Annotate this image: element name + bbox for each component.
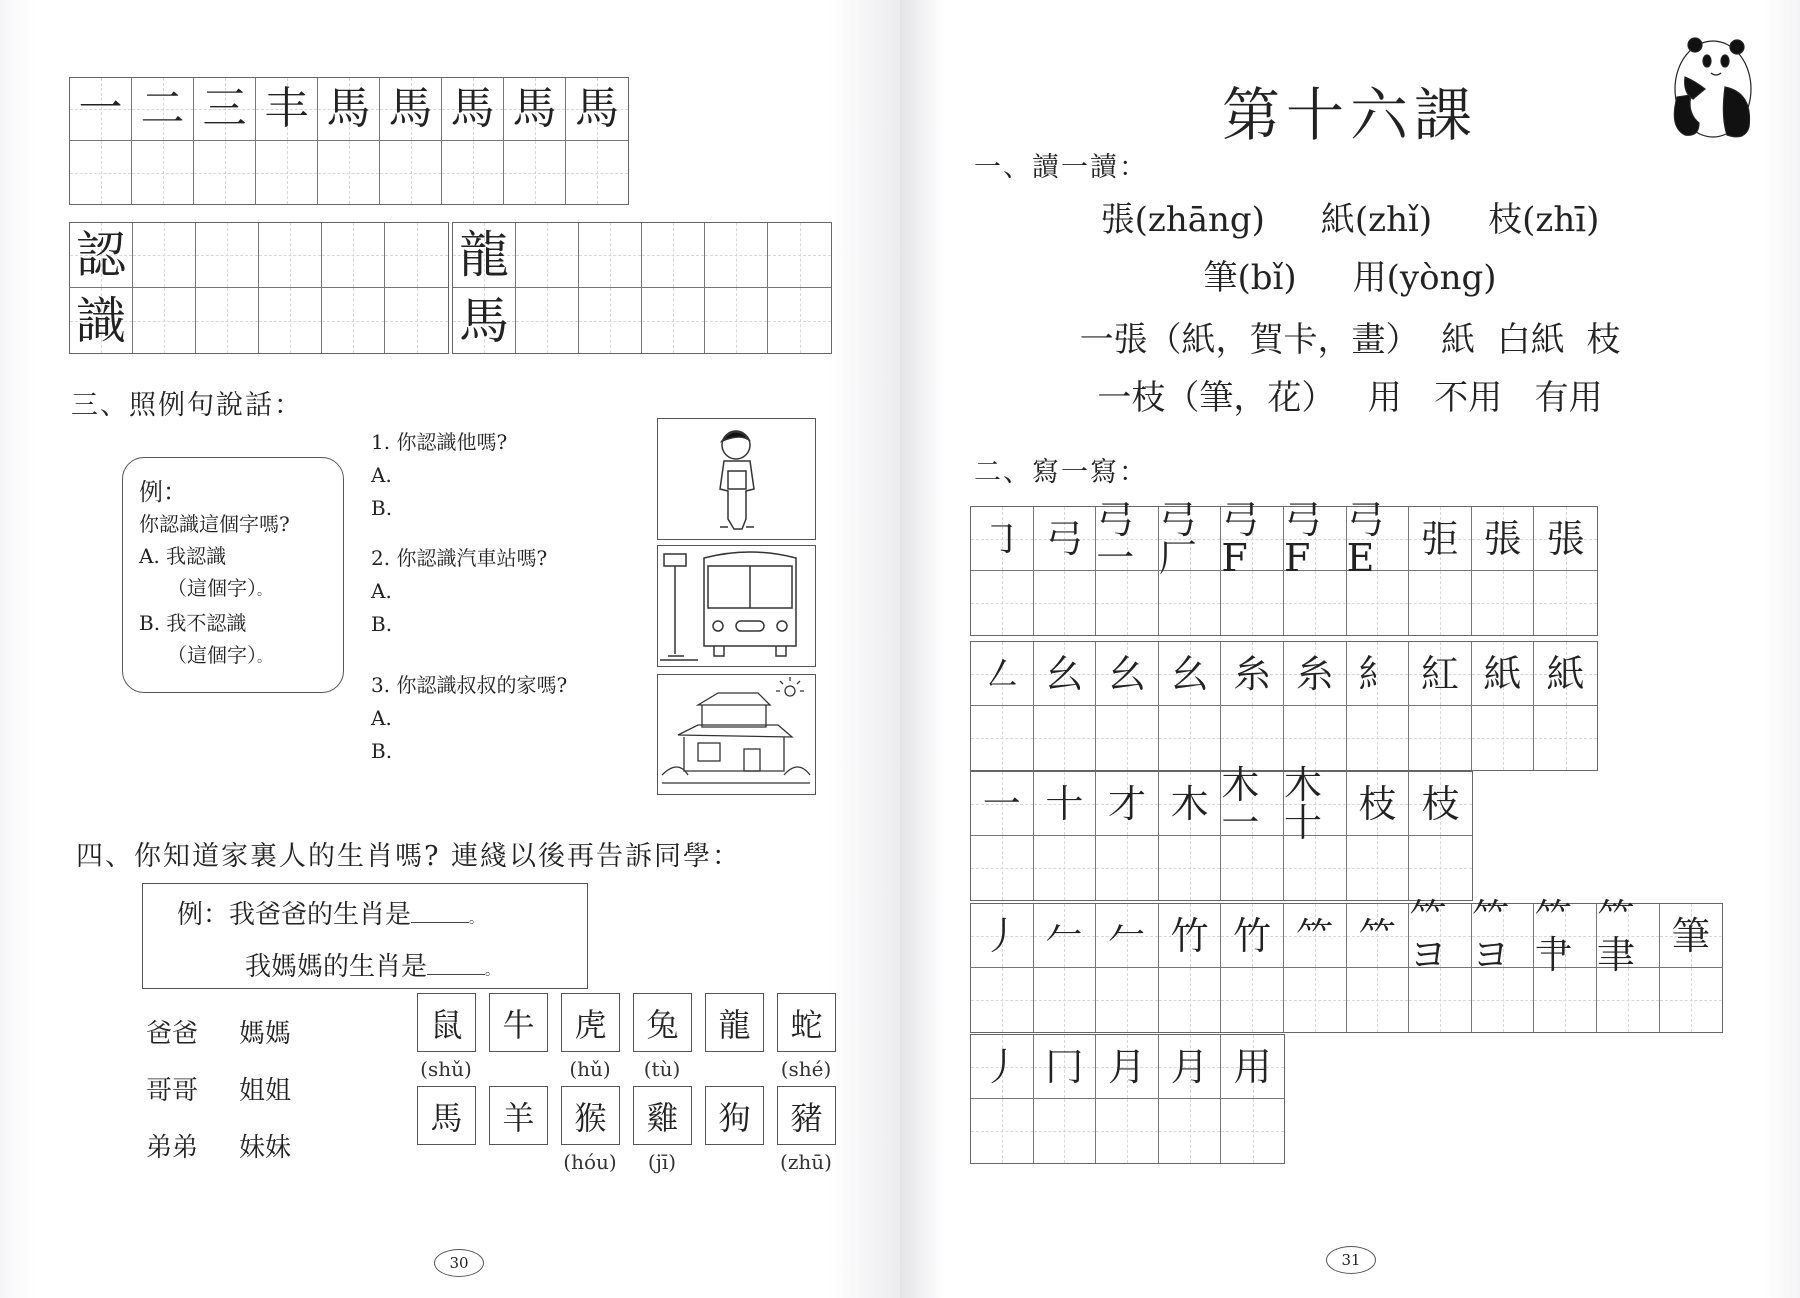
zodiac-animal-box[interactable]: 羊 — [489, 1086, 548, 1145]
answer-a-line: A. — [371, 579, 392, 603]
stroke-order-grid-row — [970, 497, 1598, 636]
boy-illustration — [657, 418, 816, 540]
practice-cell[interactable] — [256, 141, 318, 204]
stroke-character: 幺 — [1107, 651, 1146, 696]
model-character-cell[interactable] — [1034, 1035, 1097, 1099]
stroke-character: 馬 — [512, 83, 557, 134]
model-character-cell[interactable] — [132, 78, 194, 141]
practice-cell[interactable] — [504, 141, 566, 204]
zodiac-animal-box[interactable]: 豬 — [777, 1086, 836, 1145]
stroke-character: 幺 — [1045, 651, 1084, 696]
practice-cell[interactable] — [1284, 836, 1347, 900]
practice-cell[interactable] — [1472, 706, 1535, 770]
practice-cell[interactable] — [971, 968, 1034, 1032]
model-character-cell[interactable] — [1221, 904, 1284, 968]
zodiac-animal-box[interactable]: 馬 — [417, 1086, 476, 1145]
stroke-character: 馬 — [459, 291, 509, 350]
practice-cell[interactable] — [642, 288, 705, 353]
practice-cell[interactable] — [642, 223, 705, 288]
practice-cell[interactable] — [1096, 706, 1159, 770]
model-character-cell[interactable] — [1221, 642, 1284, 706]
stroke-character: 幺 — [1170, 651, 1209, 696]
model-character-cell[interactable] — [1472, 642, 1535, 706]
practice-cell[interactable] — [1660, 968, 1723, 1032]
practice-cell[interactable] — [1347, 706, 1410, 770]
stroke-character: 月 — [1170, 1044, 1209, 1089]
practice-cell[interactable] — [1534, 968, 1597, 1032]
section-3-heading: 三、照例句說話： — [71, 390, 303, 421]
example-question: 你認識這個字嗎? — [139, 512, 290, 536]
stroke-character: 枝 — [1358, 781, 1397, 826]
model-character-cell[interactable] — [1034, 507, 1097, 571]
fill-blank — [427, 950, 485, 975]
character-with-pinyin — [1353, 258, 1497, 298]
question-text: 1. 你認識他嗎? — [371, 430, 508, 454]
model-character-cell[interactable] — [971, 772, 1034, 836]
practice-cell[interactable] — [1409, 706, 1472, 770]
example-label: 例： — [139, 478, 187, 506]
practice-cell[interactable] — [1034, 706, 1097, 770]
stroke-character: ⺮肀 — [1534, 894, 1573, 977]
zodiac-pinyin: (hóu) — [563, 1150, 617, 1174]
practice-cell[interactable] — [1221, 571, 1284, 635]
fill-blank — [411, 898, 469, 923]
stroke-character: 才 — [1107, 781, 1146, 826]
model-character-cell[interactable] — [1472, 507, 1535, 571]
family-member-label[interactable]: 爸爸 — [146, 1019, 199, 1049]
question-3 — [371, 669, 567, 768]
zodiac-animal-box[interactable]: 狗 — [705, 1086, 764, 1145]
question-2 — [371, 542, 547, 641]
stroke-character: 弓F — [1283, 497, 1322, 580]
answer-a-line: A. — [371, 463, 392, 487]
character-with-pinyin — [1203, 258, 1296, 298]
model-character-cell[interactable] — [1347, 642, 1410, 706]
model-character-cell[interactable] — [1284, 904, 1347, 968]
practice-cell[interactable] — [1034, 1099, 1097, 1163]
model-character-cell[interactable] — [1159, 904, 1222, 968]
zodiac-animal-box[interactable]: 虎 — [561, 993, 620, 1052]
stroke-character: 竹 — [1233, 913, 1272, 958]
example-label: 例： — [177, 900, 230, 930]
model-character-cell[interactable] — [1534, 507, 1597, 571]
model-character-cell[interactable] — [971, 904, 1034, 968]
practice-cell[interactable] — [1034, 968, 1097, 1032]
stroke-character: 木 — [1170, 781, 1209, 826]
practice-cell[interactable] — [516, 288, 579, 353]
stroke-character: 弓一 — [1096, 497, 1135, 580]
model-character-cell[interactable] — [1096, 642, 1159, 706]
stroke-character: 馬 — [450, 83, 495, 134]
model-character-cell[interactable] — [1159, 642, 1222, 706]
family-member-label[interactable]: 姐姐 — [239, 1076, 292, 1106]
model-character-cell[interactable] — [1159, 1035, 1222, 1099]
house-illustration — [657, 674, 816, 795]
model-character-cell[interactable] — [318, 78, 380, 141]
answer-a-line: A. — [371, 706, 392, 730]
practice-cell[interactable] — [1221, 836, 1284, 900]
practice-cell[interactable] — [1347, 571, 1410, 635]
practice-cell[interactable] — [768, 288, 831, 353]
question-text: 2. 你認識汽車站嗎? — [371, 546, 548, 570]
practice-cell[interactable] — [971, 836, 1034, 900]
model-character-cell[interactable] — [1158, 497, 1222, 580]
model-character-cell[interactable] — [70, 288, 133, 353]
model-character-cell[interactable] — [1283, 497, 1347, 580]
stroke-character: 糸 — [1233, 651, 1272, 696]
stroke-character: 馬 — [326, 83, 371, 134]
model-character-cell[interactable] — [566, 78, 628, 141]
section-2-heading: 二、寫一寫： — [974, 457, 1148, 488]
practice-cell[interactable] — [768, 223, 831, 288]
practice-cell[interactable] — [1221, 968, 1284, 1032]
practice-cell[interactable] — [1472, 571, 1535, 635]
stroke-order-grid-row — [970, 1034, 1285, 1164]
period: 。 — [469, 911, 484, 927]
model-character-cell[interactable] — [453, 223, 516, 288]
stroke-order-grid-ma — [69, 77, 629, 205]
practice-cell[interactable] — [132, 141, 194, 204]
model-character-cell[interactable] — [453, 288, 516, 353]
period: 。 — [485, 963, 500, 979]
stroke-character: 龍 — [459, 226, 509, 284]
stroke-character: ⺮ — [1358, 913, 1397, 958]
practice-cell[interactable] — [1597, 968, 1660, 1032]
practice-cell[interactable] — [196, 288, 259, 353]
practice-cell[interactable] — [1534, 571, 1597, 635]
example-line-mother: 我媽媽的生肖是 — [245, 952, 428, 982]
stroke-character: ⺮ヨ — [1409, 894, 1448, 977]
practice-cell[interactable] — [1221, 1099, 1284, 1163]
stroke-character: 糹 — [1358, 651, 1397, 696]
bus-stop-illustration — [657, 545, 816, 667]
model-character-cell[interactable] — [1409, 894, 1472, 977]
example-box — [122, 457, 344, 693]
model-character-cell[interactable] — [971, 642, 1034, 706]
practice-cell[interactable] — [1347, 968, 1410, 1032]
stroke-character: 糸 — [1295, 651, 1334, 696]
practice-grid-renshi — [69, 222, 449, 354]
practice-cell[interactable] — [1284, 968, 1347, 1032]
practice-cell[interactable] — [322, 223, 385, 288]
stroke-character: 弡 — [1420, 516, 1459, 561]
practice-cell[interactable] — [971, 706, 1034, 770]
stroke-character: 𠂉 — [1107, 913, 1146, 958]
phrase-line-2: 一枝（筆，花） 用 不用 有用 — [1097, 378, 1603, 418]
pinyin: (zhāng) — [1134, 200, 1265, 240]
stroke-order-grid-row — [970, 641, 1598, 771]
stroke-order-grid-row — [970, 894, 1723, 1033]
example-line-father: 我爸爸的生肖是 — [229, 900, 412, 930]
family-member-label[interactable]: 媽媽 — [239, 1019, 292, 1049]
practice-cell[interactable] — [259, 223, 322, 288]
question-text: 3. 你認識叔叔的家嗎? — [371, 673, 568, 697]
character-with-pinyin — [1321, 200, 1432, 240]
answer-b-line: B. — [371, 612, 393, 636]
stroke-character: 張 — [1483, 516, 1522, 561]
model-character-cell[interactable] — [1096, 497, 1159, 580]
zodiac-pinyin: (tù) — [643, 1057, 681, 1081]
practice-cell[interactable] — [1159, 706, 1222, 770]
pinyin-line-1 — [900, 192, 1800, 241]
practice-cell[interactable] — [1347, 836, 1410, 900]
practice-cell[interactable] — [1221, 706, 1284, 770]
model-character-cell[interactable] — [1471, 894, 1535, 977]
zodiac-pinyin: (shǔ) — [420, 1057, 472, 1081]
practice-cell[interactable] — [1034, 571, 1097, 635]
character: 張 — [1100, 200, 1135, 240]
pinyin-line-2 — [900, 250, 1800, 299]
model-character-cell[interactable] — [1096, 772, 1159, 836]
stroke-character: 丿 — [982, 1044, 1021, 1089]
practice-cell[interactable] — [1159, 836, 1222, 900]
practice-cell[interactable] — [385, 288, 448, 353]
period: 。 — [257, 650, 271, 666]
model-character-cell[interactable] — [1096, 1035, 1159, 1099]
zodiac-animal-box[interactable]: 兔 — [633, 993, 692, 1052]
practice-cell[interactable] — [566, 141, 628, 204]
stroke-character: 竹 — [1170, 913, 1209, 958]
stroke-character: 張 — [1546, 516, 1585, 561]
zodiac-pinyin: (hǔ) — [569, 1057, 611, 1081]
practice-cell[interactable] — [1534, 706, 1597, 770]
practice-cell[interactable] — [1159, 571, 1222, 635]
answer-b-line: B. — [371, 739, 393, 763]
practice-cell[interactable] — [133, 288, 196, 353]
stroke-character: 用 — [1233, 1044, 1272, 1089]
zodiac-example-box — [142, 883, 588, 989]
stroke-character: 弓F — [1221, 497, 1260, 580]
stroke-character: 弓E — [1346, 497, 1385, 580]
section-1-heading: 一、讀一讀： — [974, 152, 1148, 183]
pinyin: (zhī) — [1522, 200, 1600, 240]
model-character-cell[interactable] — [1283, 762, 1347, 845]
stroke-character: 冂 — [1045, 1044, 1084, 1089]
practice-cell[interactable] — [442, 141, 504, 204]
stroke-character: 三 — [202, 83, 247, 134]
stroke-character: ⺮聿 — [1596, 894, 1635, 977]
stroke-character: 認 — [76, 226, 126, 284]
stroke-character: 一 — [982, 781, 1021, 826]
stroke-character: 木十 — [1283, 762, 1322, 845]
stroke-character: 月 — [1107, 1044, 1146, 1089]
model-character-cell[interactable] — [194, 78, 256, 141]
lesson-title: 第十六課 — [1221, 81, 1478, 149]
stroke-character: ⺮ — [1295, 913, 1334, 958]
zodiac-pinyin: (shé) — [780, 1057, 832, 1081]
model-character-cell[interactable] — [1596, 894, 1660, 977]
practice-cell[interactable] — [318, 141, 380, 204]
practice-cell[interactable] — [705, 223, 768, 288]
stroke-character: 𠂉 — [1045, 913, 1084, 958]
practice-cell[interactable] — [133, 223, 196, 288]
model-character-cell[interactable] — [1034, 772, 1097, 836]
practice-cell[interactable] — [1472, 968, 1535, 1032]
model-character-cell[interactable] — [1284, 642, 1347, 706]
stroke-character: 二 — [140, 83, 185, 134]
zodiac-animal-box[interactable]: 牛 — [489, 993, 548, 1052]
model-character-cell[interactable] — [1409, 642, 1472, 706]
pinyin: (yòng) — [1386, 258, 1497, 298]
zodiac-animal-box[interactable]: 鼠 — [417, 993, 476, 1052]
stroke-character: 弓厂 — [1158, 497, 1197, 580]
practice-cell[interactable] — [1096, 836, 1159, 900]
pinyin: (zhǐ) — [1354, 200, 1433, 240]
model-character-cell[interactable] — [1159, 772, 1222, 836]
stroke-order-grid-row — [970, 762, 1473, 901]
stroke-character: 一 — [78, 83, 123, 134]
zodiac-animal-box[interactable]: 雞 — [633, 1086, 692, 1145]
stroke-character: ⺮ヨ — [1471, 894, 1510, 977]
model-character-cell[interactable] — [1534, 894, 1597, 977]
practice-cell[interactable] — [1096, 1099, 1159, 1163]
example-answer-a: A. 我認識 — [139, 544, 227, 568]
panda-icon — [1665, 37, 1755, 146]
model-character-cell[interactable] — [256, 78, 318, 141]
stroke-character: 紙 — [1546, 651, 1585, 696]
model-character-cell[interactable] — [1534, 642, 1597, 706]
model-character-cell[interactable] — [1409, 507, 1472, 571]
practice-cell[interactable] — [322, 288, 385, 353]
answer-b-line: B. — [371, 496, 393, 520]
zodiac-animal-box[interactable]: 蛇 — [777, 993, 836, 1052]
character: 筆 — [1203, 258, 1238, 298]
character-with-pinyin — [1101, 200, 1265, 240]
practice-cell[interactable] — [1159, 968, 1222, 1032]
model-character-cell[interactable] — [1221, 1035, 1284, 1099]
character: 用 — [1352, 258, 1387, 298]
practice-cell[interactable] — [380, 141, 442, 204]
practice-cell[interactable] — [1284, 706, 1347, 770]
character-with-pinyin — [1488, 200, 1599, 240]
example-answer-a-object: （這個字） — [167, 576, 257, 600]
practice-cell[interactable] — [705, 288, 768, 353]
pinyin: (bǐ) — [1237, 258, 1297, 298]
period: 。 — [257, 583, 271, 599]
page-number: 31 — [1326, 1246, 1376, 1274]
practice-cell[interactable] — [579, 288, 642, 353]
stroke-character: 丰 — [264, 83, 309, 134]
practice-cell[interactable] — [1034, 836, 1097, 900]
question-1 — [371, 426, 507, 525]
character: 枝 — [1488, 200, 1523, 240]
model-character-cell[interactable] — [70, 223, 133, 288]
stroke-character: 紙 — [1483, 651, 1522, 696]
zodiac-pinyin: (zhū) — [780, 1150, 832, 1174]
practice-cell[interactable] — [1096, 571, 1159, 635]
practice-cell[interactable] — [1409, 836, 1472, 900]
practice-cell[interactable] — [385, 223, 448, 288]
model-character-cell[interactable] — [1096, 904, 1159, 968]
practice-grid-longma — [452, 222, 832, 354]
zodiac-animal-box[interactable]: 猴 — [561, 1086, 620, 1145]
model-character-cell[interactable] — [1409, 772, 1472, 836]
practice-cell[interactable] — [971, 571, 1034, 635]
model-character-cell[interactable] — [1347, 772, 1410, 836]
practice-cell[interactable] — [196, 223, 259, 288]
model-character-cell[interactable] — [1221, 497, 1284, 580]
zodiac-pinyin: (jī) — [647, 1150, 677, 1174]
right-page-31 — [900, 0, 1800, 1298]
model-character-cell[interactable] — [70, 78, 132, 141]
practice-cell[interactable] — [70, 141, 132, 204]
stroke-character: 紅 — [1420, 651, 1459, 696]
example-answer-b: B. 我不認識 — [139, 611, 247, 635]
stroke-character: 弓 — [1045, 516, 1084, 561]
zodiac-animal-box[interactable]: 龍 — [705, 993, 764, 1052]
stroke-character: 枝 — [1421, 781, 1460, 826]
family-member-label[interactable]: 弟弟 — [146, 1133, 199, 1163]
practice-cell[interactable] — [194, 141, 256, 204]
model-character-cell[interactable] — [971, 507, 1034, 571]
family-member-label[interactable]: 哥哥 — [146, 1076, 199, 1106]
stroke-character: ㇆ — [982, 516, 1021, 561]
character: 紙 — [1320, 200, 1355, 240]
model-character-cell[interactable] — [1660, 904, 1723, 968]
practice-cell[interactable] — [579, 223, 642, 288]
model-character-cell[interactable] — [1034, 904, 1097, 968]
stroke-character: 馬 — [388, 83, 433, 134]
practice-cell[interactable] — [971, 1099, 1034, 1163]
section-4-heading: 四、你知道家裏人的生肖嗎? 連綫以後再告訴同學： — [76, 841, 742, 872]
example-answer-b-object: （這個字） — [167, 643, 257, 667]
model-character-cell[interactable] — [1034, 642, 1097, 706]
stroke-character: 木一 — [1221, 762, 1260, 845]
practice-cell[interactable] — [1096, 968, 1159, 1032]
stroke-character: 馬 — [575, 83, 619, 134]
page-number: 30 — [434, 1249, 484, 1277]
practice-cell[interactable] — [259, 288, 322, 353]
stroke-character: 筆 — [1671, 913, 1710, 958]
phrase-line-1: 一張（紙，賀卡，畫） 紙 白紙 枝 — [1079, 320, 1621, 360]
model-character-cell[interactable] — [442, 78, 504, 141]
practice-cell[interactable] — [1409, 571, 1472, 635]
model-character-cell[interactable] — [1347, 904, 1410, 968]
model-character-cell[interactable] — [1346, 497, 1410, 580]
stroke-character: 丿 — [982, 913, 1021, 958]
model-character-cell[interactable] — [380, 78, 442, 141]
stroke-character: 十 — [1045, 781, 1084, 826]
practice-cell[interactable] — [1409, 968, 1472, 1032]
model-character-cell[interactable] — [971, 1035, 1034, 1099]
stroke-character: 識 — [76, 291, 126, 350]
family-member-label[interactable]: 妹妹 — [239, 1133, 292, 1163]
practice-cell[interactable] — [1284, 571, 1347, 635]
model-character-cell[interactable] — [1221, 762, 1284, 845]
model-character-cell[interactable] — [504, 78, 566, 141]
practice-cell[interactable] — [1159, 1099, 1222, 1163]
stroke-character: ㇜ — [982, 651, 1021, 696]
practice-cell[interactable] — [516, 223, 579, 288]
